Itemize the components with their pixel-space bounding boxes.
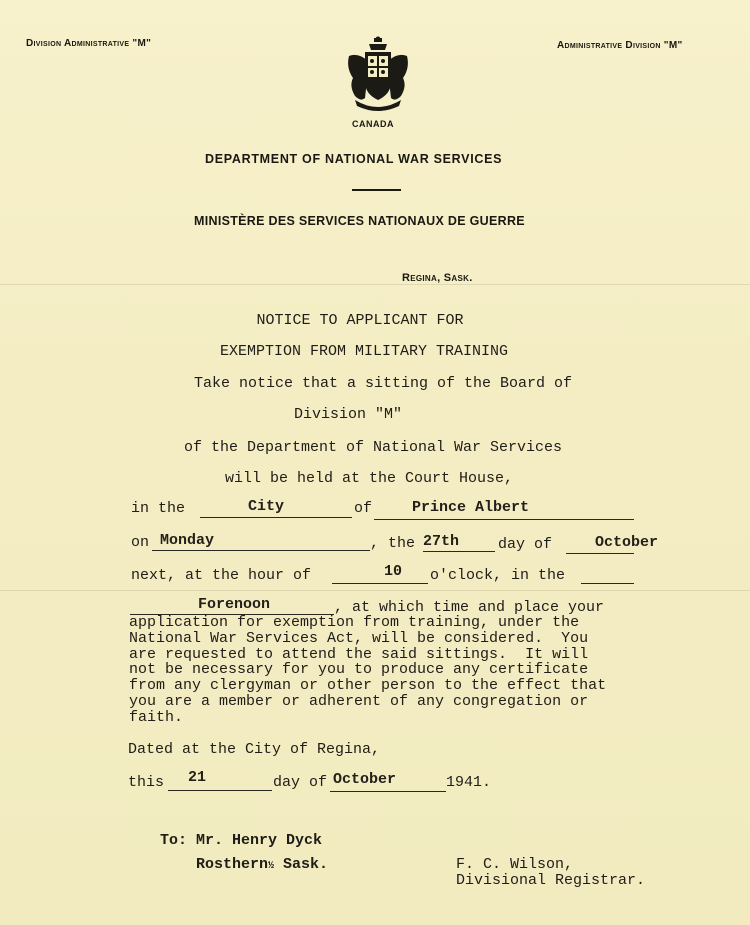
- notice-line-1: Take notice that a sitting of the Board of: [193, 375, 573, 392]
- in-the-label: in the: [131, 500, 186, 517]
- fill-line: [152, 550, 370, 551]
- paragraph-body: application for exemption from training, under the National War Services Act, will be considered. You are requested to attend the said sittings. It will not be necessary for you to produce any certificate from any clergyman or other person to the effect that you are a member or adherent of any congregation or faith.: [129, 614, 607, 726]
- day-of-label: day of: [498, 536, 553, 553]
- on-label: on: [131, 534, 150, 551]
- oclock-label: o'clock, in the: [430, 567, 566, 584]
- fill-line: [374, 519, 634, 520]
- fill-line: [423, 551, 495, 552]
- location-label: Regina, Sask.: [402, 272, 473, 284]
- addressee-place: Rosthern½ Sask.: [196, 856, 329, 873]
- this-label: this: [128, 774, 165, 791]
- dated-year: 1941.: [446, 774, 492, 791]
- fill-line: [168, 790, 272, 791]
- the-label: , the: [370, 535, 416, 552]
- notice-title-2: EXEMPTION FROM MILITARY TRAINING: [219, 343, 509, 360]
- signature-title: Divisional Registrar.: [456, 872, 646, 889]
- department-french: MINISTÈRE DES SERVICES NATIONAUX DE GUERRE: [194, 214, 525, 228]
- city-name-value: Prince Albert: [412, 499, 530, 516]
- hour-label: next, at the hour of: [131, 567, 312, 584]
- addressee-name: To: Mr. Henry Dyck: [160, 832, 323, 849]
- notice-title-1: NOTICE TO APPLICANT FOR: [256, 312, 464, 329]
- weekday-value: Monday: [160, 532, 215, 549]
- fill-line: [332, 583, 428, 584]
- notice-line-4: will be held at the Court House,: [224, 470, 514, 487]
- dated-day-value: 21: [188, 769, 207, 786]
- fill-line: [581, 583, 634, 584]
- dated-line: Dated at the City of Regina,: [128, 741, 381, 758]
- day-number-value: 27th: [423, 533, 460, 550]
- paper-fold: [0, 284, 750, 285]
- header-left-label: Division Administrative "M": [26, 38, 152, 49]
- hour-value: 10: [384, 563, 403, 580]
- dated-month-value: October: [333, 771, 397, 788]
- notice-line-3: of the Department of National War Services: [183, 439, 563, 456]
- header-divider: [352, 189, 401, 191]
- dated-day-of-label: day of: [273, 774, 328, 791]
- period-value: Forenoon: [198, 596, 271, 613]
- paragraph-first-line: , at which time and place your: [334, 599, 605, 616]
- signature-name: F. C. Wilson,: [456, 856, 574, 873]
- department-english: DEPARTMENT OF NATIONAL WAR SERVICES: [205, 152, 503, 166]
- fill-line: [200, 517, 352, 518]
- country-label: CANADA: [352, 119, 394, 129]
- paper-fold: [0, 590, 750, 591]
- city-type-value: City: [248, 498, 285, 515]
- notice-line-2: Division "M": [293, 406, 403, 423]
- fill-line: [566, 553, 634, 554]
- header-right-label: Administrative Division "M": [557, 40, 683, 51]
- of-label: of: [354, 500, 373, 517]
- fill-line: [330, 791, 446, 792]
- month-value: October: [595, 534, 659, 551]
- coat-of-arms-icon: [345, 36, 411, 114]
